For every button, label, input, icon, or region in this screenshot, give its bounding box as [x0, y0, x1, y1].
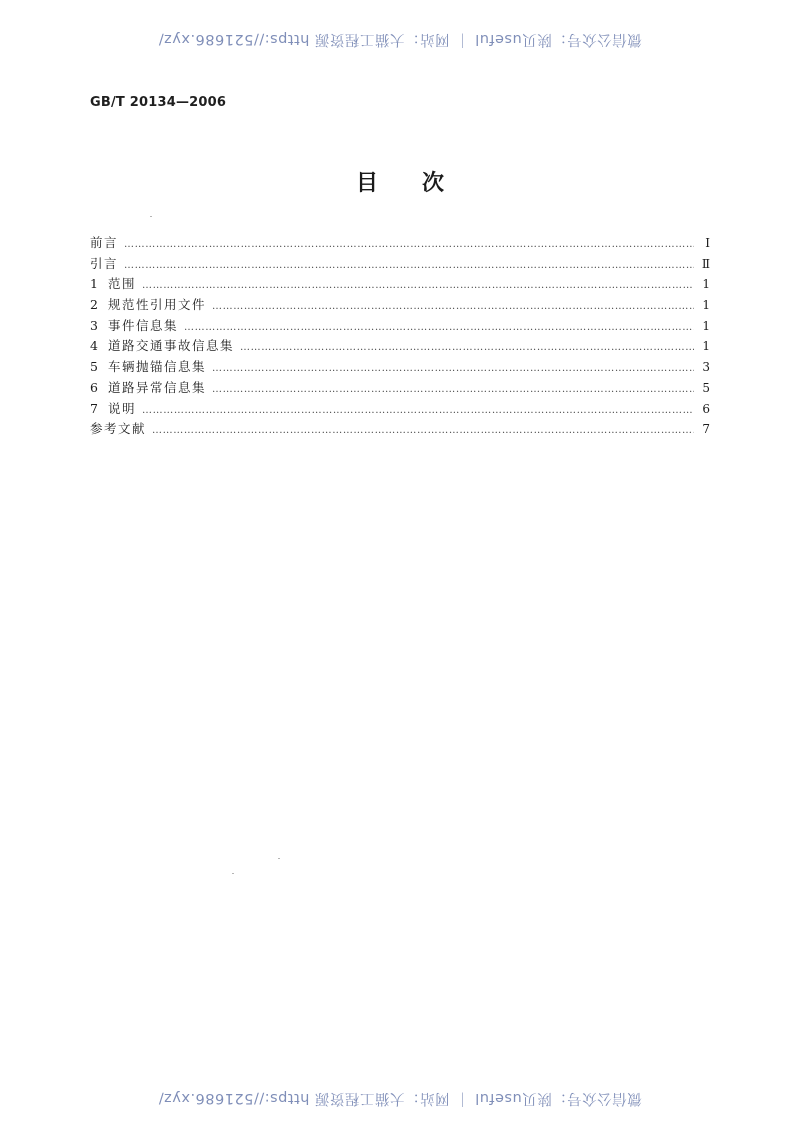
toc-entry-page: Ⅱ	[701, 256, 710, 271]
toc-leader-dots	[212, 384, 694, 395]
toc-leader-dots	[184, 322, 694, 333]
toc-entry-page: 1	[702, 277, 710, 292]
toc-entry-number: 5	[90, 359, 98, 375]
toc-entry-event-info-set[interactable]	[90, 316, 710, 337]
toc-entry-page: I	[705, 236, 710, 250]
toc-leader-dots	[124, 239, 694, 250]
toc-entry-traffic-accident-info-set[interactable]	[90, 336, 710, 357]
toc-leader-dots	[152, 425, 694, 436]
toc-entry-label: 范围	[108, 276, 137, 292]
toc-title-char-1: 目	[355, 171, 378, 196]
toc-entry-normative-references[interactable]	[90, 295, 710, 316]
toc-entry-introduction[interactable]	[90, 254, 710, 275]
toc-entry-label: 引言	[90, 255, 119, 271]
toc-leader-dots	[212, 363, 694, 374]
toc-entry-foreword[interactable]	[90, 233, 710, 254]
scan-speck	[232, 873, 234, 874]
scan-speck	[150, 216, 152, 217]
toc-entry-number: 7	[90, 400, 98, 416]
watermark-top: 微信公众号：陕贝useful ｜ 网站：大猫工程资源 https://521686.xyz/	[158, 31, 642, 47]
standard-code: GB/T 20134—2006	[90, 95, 227, 110]
toc-entry-label: 规范性引用文件	[108, 297, 207, 313]
toc-entry-number: 2	[90, 297, 98, 313]
toc-entry-label: 参考文献	[90, 421, 147, 437]
toc-entry-vehicle-breakdown-info-set[interactable]	[90, 357, 710, 378]
toc-entry-scope[interactable]	[90, 274, 710, 295]
toc-leader-dots	[124, 260, 694, 271]
toc-entry-page: 1	[702, 298, 710, 313]
toc-entry-number: 4	[90, 338, 98, 354]
toc-entry-page: 5	[702, 380, 710, 395]
toc-entry-label: 说明	[108, 400, 137, 416]
toc-entry-label: 事件信息集	[108, 317, 179, 333]
toc-entry-page: 6	[702, 401, 710, 416]
toc-entry-road-anomaly-info-set[interactable]	[90, 378, 710, 399]
toc-leader-dots	[142, 405, 694, 416]
toc-entry-page: 3	[702, 360, 710, 375]
toc-leader-dots	[240, 342, 694, 353]
toc-entry-label: 车辆抛锚信息集	[108, 359, 207, 375]
toc-entry-label: 道路异常信息集	[108, 379, 207, 395]
toc-entry-label: 前言	[90, 235, 119, 250]
table-of-contents	[90, 233, 710, 440]
toc-title-char-2: 次	[422, 171, 445, 196]
scan-speck	[278, 858, 280, 859]
toc-entry-page: 1	[702, 339, 710, 354]
toc-entry-number: 6	[90, 379, 98, 395]
watermark-bottom: 微信公众号：陕贝useful ｜ 网站：大猫工程资源 https://521686.xyz/	[158, 1090, 642, 1106]
toc-entry-number: 3	[90, 317, 98, 333]
toc-leader-dots	[142, 280, 694, 291]
toc-entry-explanation[interactable]	[90, 399, 710, 420]
toc-title	[0, 166, 800, 197]
toc-entry-bibliography[interactable]	[90, 419, 710, 440]
toc-entry-page: 1	[702, 318, 710, 333]
toc-entry-label: 道路交通事故信息集	[108, 338, 235, 354]
toc-leader-dots	[212, 301, 694, 312]
toc-entry-number: 1	[90, 276, 98, 292]
toc-entry-page: 7	[702, 422, 710, 437]
